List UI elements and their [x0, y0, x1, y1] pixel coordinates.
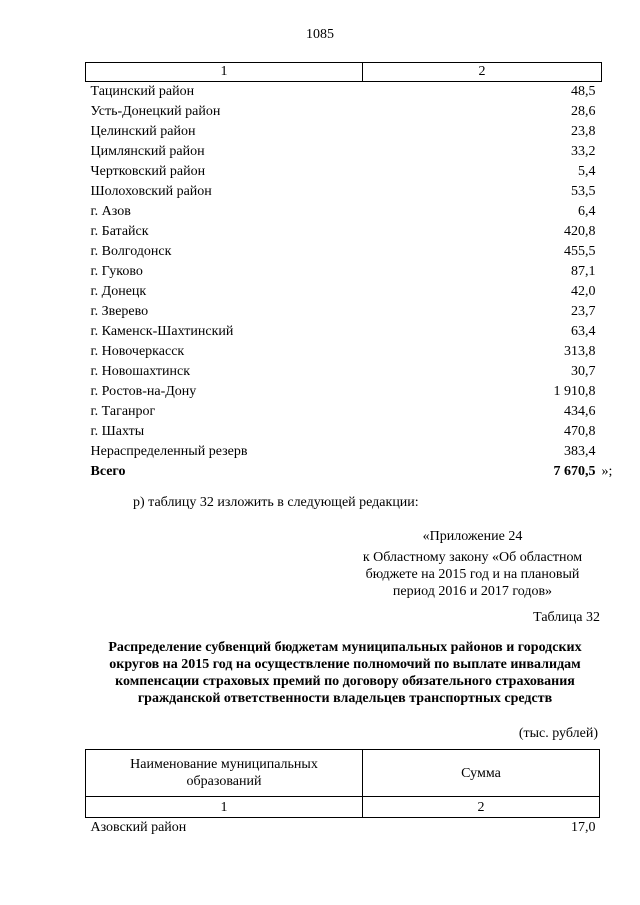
municipality-name: Усть-Донецкий район	[90, 104, 221, 119]
total-value: 7 670,5	[553, 464, 596, 479]
municipality-name: Цимлянский район	[90, 144, 205, 159]
amount-value: 33,2	[571, 144, 596, 159]
amount-value: 63,4	[571, 324, 596, 339]
municipality-name: г. Каменск-Шахтинский	[90, 324, 234, 339]
subsidy-table-32	[85, 749, 600, 838]
municipality-name: г. Азов	[90, 204, 131, 219]
municipality-name: г. Новошахтинск	[90, 364, 191, 379]
amount-value: 434,6	[564, 404, 596, 419]
amount-value: 5,4	[578, 164, 596, 179]
municipality-name: Шолоховский район	[90, 184, 212, 199]
amount-value: 420,8	[564, 224, 596, 239]
column-number-row	[86, 797, 600, 818]
table-heading: Распределение субвенций бюджетам муниципальных районов и городских округов на 2015 год на осуществление полномочий по выплате инвалидам компенсации страховых премий по договору обязательного страхования гражданской ответственности владельцев транспортных средств	[108, 640, 582, 706]
amendment-instruction: р) таблицу 32 изложить в следующей редакции:	[133, 495, 419, 510]
table-row	[86, 818, 600, 839]
table-row	[86, 402, 602, 422]
page-number: 1085	[306, 27, 334, 42]
appendix-reference	[330, 528, 615, 600]
appendix-line: период 2016 и 2017 годов»	[392, 584, 553, 599]
column-number-1: 1	[86, 63, 363, 82]
column-header-municipality	[86, 750, 363, 797]
municipality-name: г. Волгодонск	[90, 244, 172, 259]
amount-value: 48,5	[571, 84, 596, 99]
municipality-name: г. Гуково	[90, 264, 143, 279]
municipality-name: г. Донецк	[90, 284, 147, 299]
column-number-2: 2	[363, 797, 600, 818]
table-row	[86, 282, 602, 302]
table-label: Таблица 32	[533, 610, 600, 625]
amount-value: 313,8	[564, 344, 596, 359]
table-row	[86, 222, 602, 242]
appendix-line: к Областному закону «Об областном	[362, 550, 583, 565]
table-header-row	[86, 750, 600, 797]
municipality-name: г. Батайск	[90, 224, 149, 239]
column-header-amount: Сумма	[363, 750, 600, 797]
table-row	[86, 182, 602, 202]
municipality-name: г. Ростов-на-Дону	[90, 384, 197, 399]
table-row	[86, 422, 602, 442]
amount-value: 455,5	[564, 244, 596, 259]
table-row	[86, 82, 602, 103]
appendix-line: бюджете на 2015 год и на плановый	[365, 567, 580, 582]
units-note: (тыс. рублей)	[518, 726, 598, 741]
closing-quote: »;	[601, 464, 613, 479]
municipality-name: Азовский район	[90, 820, 187, 835]
table-row	[86, 102, 602, 122]
table-row	[86, 122, 602, 142]
amount-value: 30,7	[571, 364, 596, 379]
municipality-name: г. Шахты	[90, 424, 145, 439]
table-row	[86, 322, 602, 342]
table-row	[86, 382, 602, 402]
total-label: Всего	[90, 464, 126, 479]
table-row	[86, 302, 602, 322]
municipality-name: г. Зверево	[90, 304, 149, 319]
municipality-name: Чертковский район	[90, 164, 206, 179]
municipality-name: г. Новочеркасск	[90, 344, 185, 359]
total-row	[86, 462, 602, 482]
amount-value: 23,8	[571, 124, 596, 139]
amount-value: 23,7	[571, 304, 596, 319]
amount-value: 383,4	[564, 444, 596, 459]
column-number-2: 2	[363, 63, 602, 82]
table-row	[86, 362, 602, 382]
table-row	[86, 142, 602, 162]
amount-value: 470,8	[564, 424, 596, 439]
subsidy-table-continued	[85, 62, 613, 482]
amount-value: 53,5	[571, 184, 596, 199]
municipality-name: Нераспределенный резерв	[90, 444, 248, 459]
municipality-name: Тацинский район	[90, 84, 195, 99]
total-cell	[363, 462, 613, 482]
amount-value: 17,0	[571, 820, 596, 835]
amount-value: 1 910,8	[553, 384, 596, 399]
appendix-title: «Приложение 24	[422, 529, 523, 544]
amount-value: 87,1	[571, 264, 596, 279]
table-row	[86, 442, 602, 462]
amount-value: 28,6	[571, 104, 596, 119]
column-number-1: 1	[86, 797, 363, 818]
amount-value: 6,4	[578, 204, 596, 219]
amount-value: 42,0	[571, 284, 596, 299]
table-row	[86, 202, 602, 222]
municipality-name: Целинский район	[90, 124, 196, 139]
table-row	[86, 342, 602, 362]
municipality-name: г. Таганрог	[90, 404, 156, 419]
column-header-municipality-label: Наименование муниципальных образований	[130, 757, 318, 789]
table-header-row	[86, 63, 602, 82]
table-row	[86, 242, 602, 262]
table-row	[86, 262, 602, 282]
table-row	[86, 162, 602, 182]
